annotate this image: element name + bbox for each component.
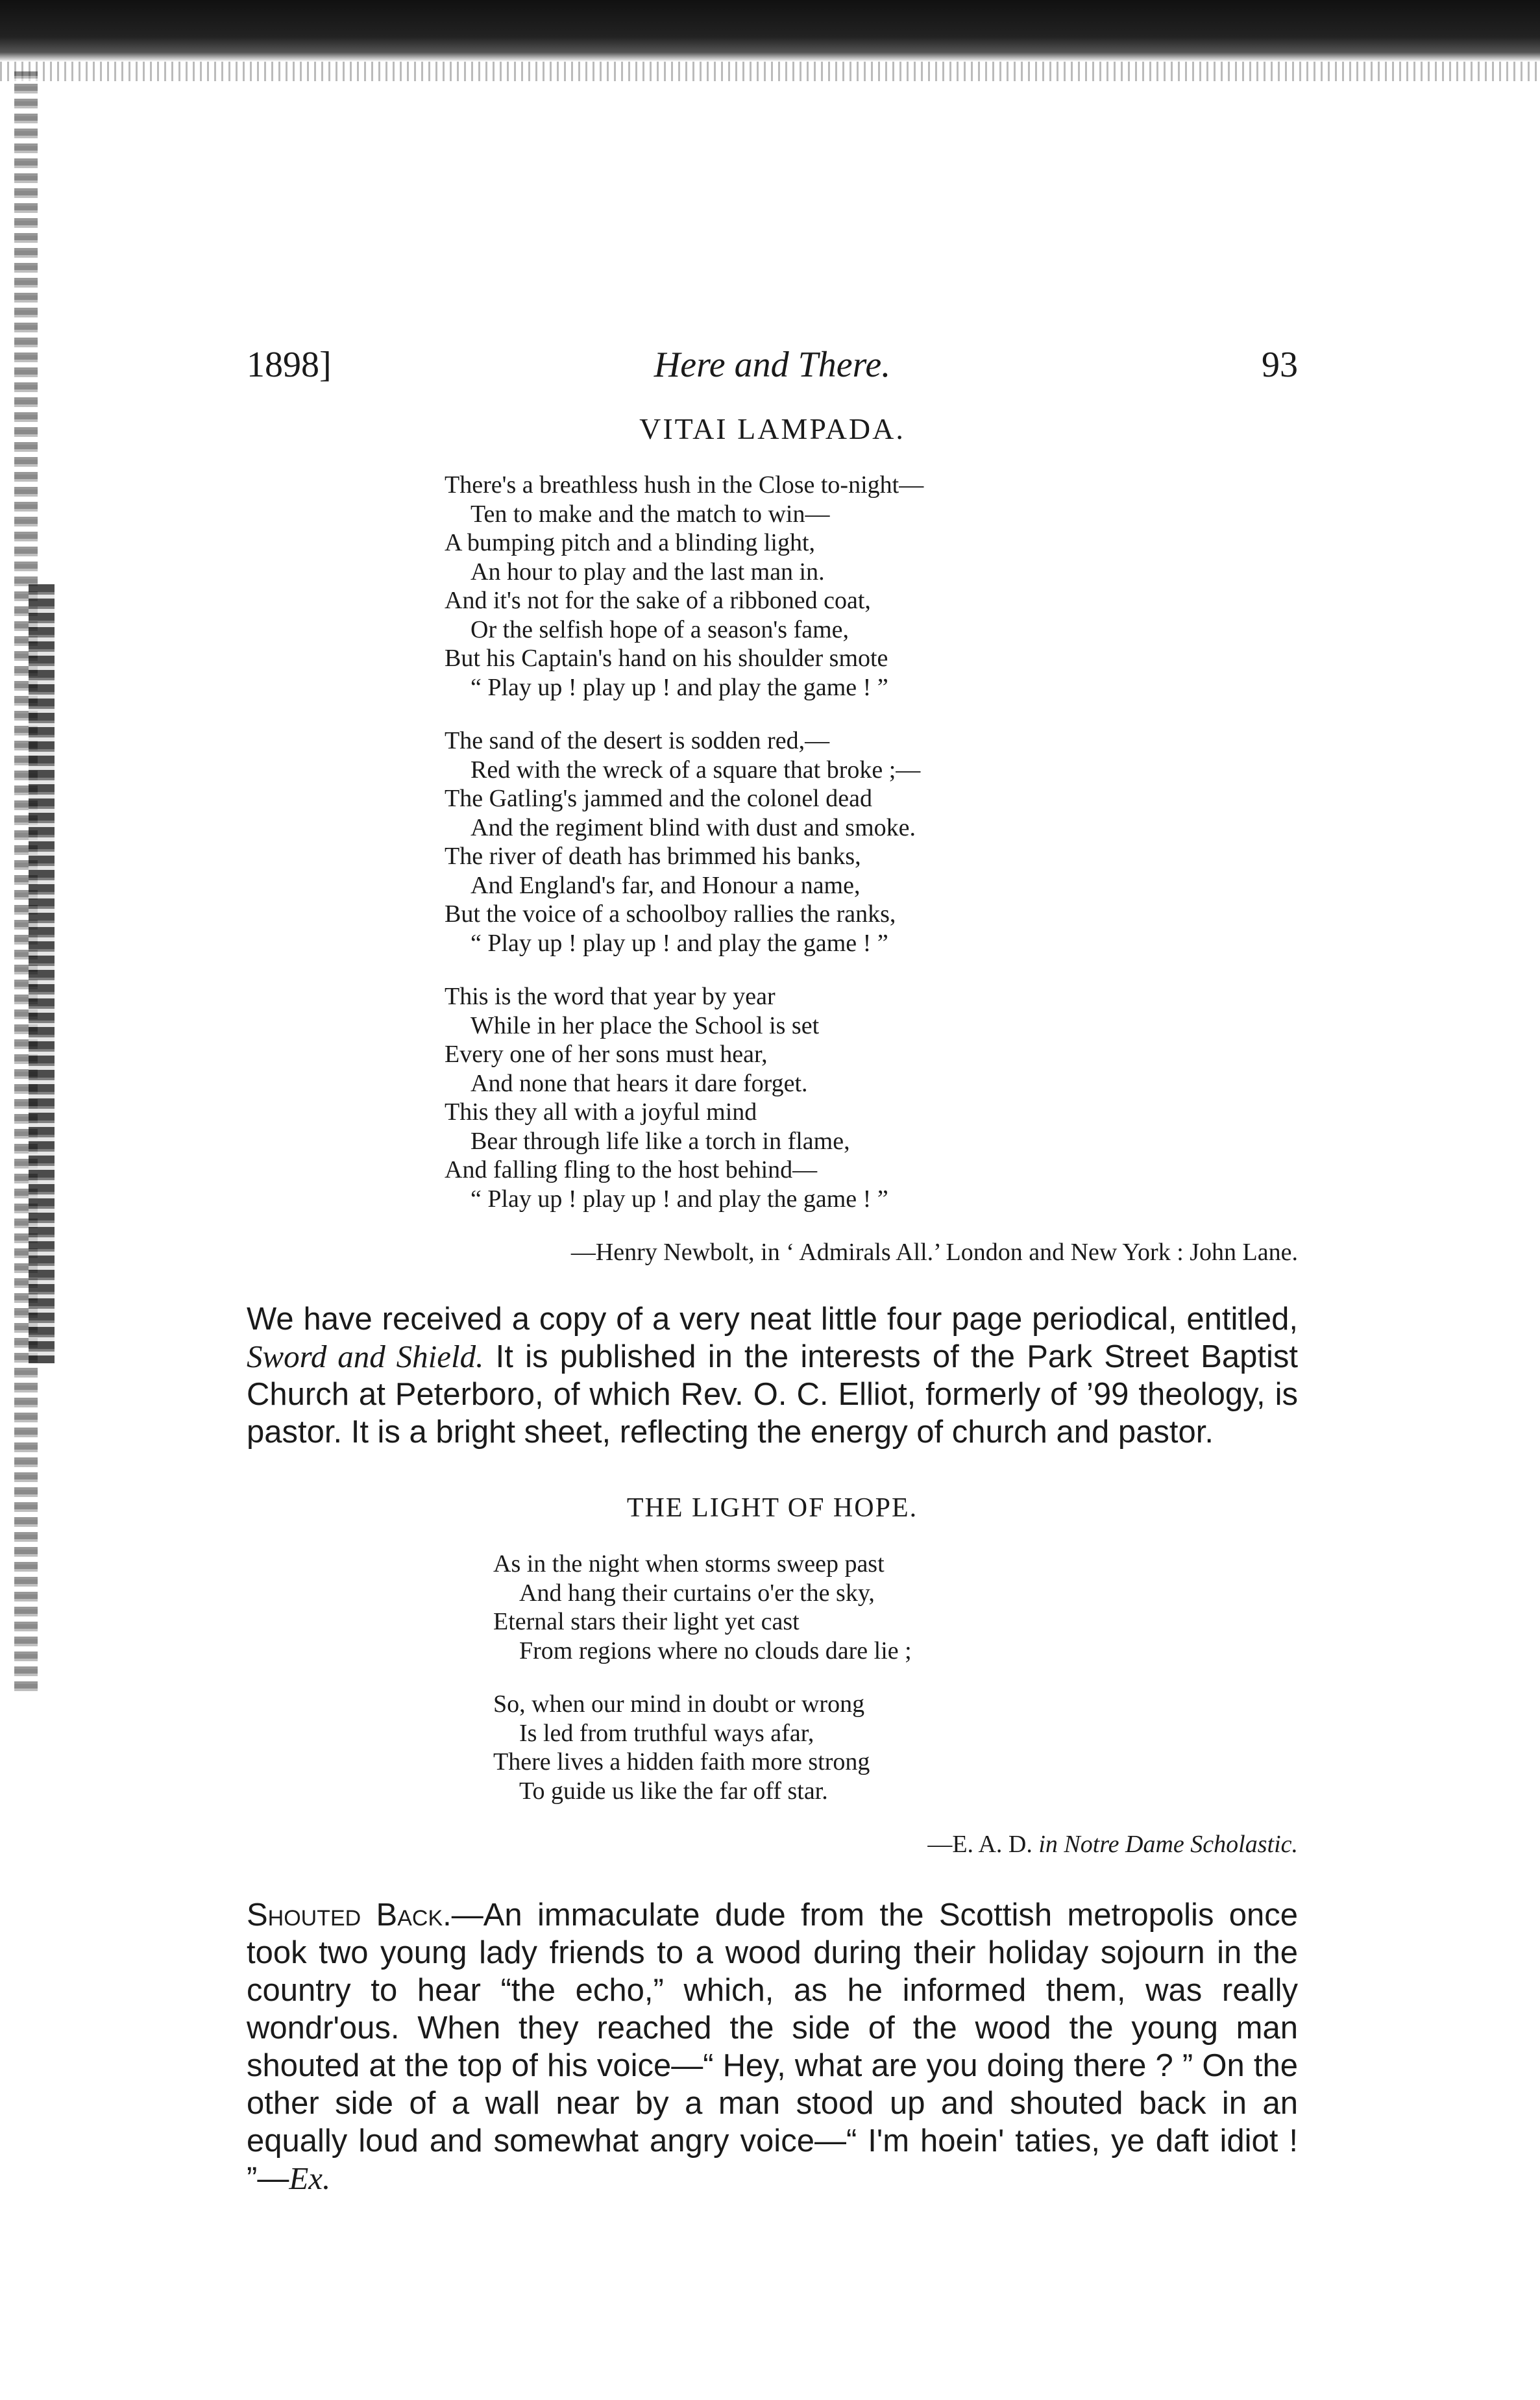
paragraph-text: It is published in the interests of the Park Street Baptist Church at Peterboro, of which Rev. O. C. Elliot, formerly of ’99 theology, is pastor. It is a bright sheet, reflecting the energy of church and pastor. [247, 1339, 1298, 1450]
poem-line: There's a breathless hush in the Close to-night— [445, 471, 924, 499]
poem-line: While in her place the School is set [471, 1011, 820, 1039]
poem-attribution [247, 1830, 1298, 1859]
poem-line: To guide us like the far off star. [519, 1777, 828, 1805]
poem-stanza [445, 726, 1298, 958]
poem-line: And hang their curtains o'er the sky, [519, 1579, 875, 1607]
document-page [247, 344, 1298, 2239]
poem-line: So, when our mind in doubt or wrong [493, 1690, 865, 1718]
poem-line: And England's far, and Honour a name, [471, 871, 861, 899]
poem-line: “ Play up ! play up ! and play the game ! ” [471, 1185, 888, 1213]
poem-line: But his Captain's hand on his shoulder smote [445, 645, 888, 672]
poem-attribution: —Henry Newbolt, in ‘ Admirals All.’ London and New York : John Lane. [570, 1239, 1298, 1266]
paragraph-shouted-back [247, 1896, 1298, 2197]
poem-line: “ Play up ! play up ! and play the game ! ” [471, 673, 888, 701]
poem-line: An hour to play and the last man in. [471, 558, 825, 586]
running-head [247, 344, 1298, 402]
poem-line: Every one of her sons must hear, [445, 1041, 768, 1068]
paragraph-heading: Shouted Back. [247, 1898, 452, 1933]
poem-line: This is the word that year by year [445, 983, 776, 1010]
periodical-title: Sword and Shield. [247, 1339, 484, 1374]
poem-line: Eternal stars their light yet cast [493, 1608, 800, 1635]
poem-line: There lives a hidden faith more strong [493, 1748, 870, 1775]
poem-line: Is led from truthful ways afar, [519, 1719, 814, 1747]
poem-line: And it's not for the sake of a ribboned coat, [445, 587, 871, 614]
paragraph-text: We have received a copy of a very neat little four page periodical, entitled, [247, 1302, 1298, 1337]
running-head-year: 1898] [247, 345, 332, 385]
poem-line: “ Play up ! play up ! and play the game ! ” [471, 929, 888, 957]
running-head-title: Here and There. [654, 345, 891, 385]
poem-line: But the voice of a schoolboy rallies the ranks, [445, 900, 896, 928]
poem-line: The Gatling's jammed and the colonel dead [445, 785, 872, 812]
poem-title-vitai-lampada: VITAI LAMPADA. [639, 412, 905, 445]
poem-line: The river of death has brimmed his banks, [445, 843, 861, 870]
page-number: 93 [1262, 345, 1298, 385]
poem-title-light-of-hope: THE LIGHT OF HOPE. [626, 1493, 918, 1523]
poem-line: This they all with a joyful mind [445, 1098, 757, 1126]
poem-line: As in the night when storms sweep past [493, 1550, 885, 1577]
attribution-author: —E. A. D. [927, 1831, 1039, 1858]
poem-line: The sand of the desert is sodden red,— [445, 727, 830, 754]
poem-stanza [493, 1690, 1298, 1805]
poem-line: Red with the wreck of a square that broke ;— [471, 756, 921, 784]
poem-stanza [445, 471, 1298, 702]
paragraph-text: —An immaculate dude from the Scottish metropolis once took two young lady friends to a wood during their holiday sojourn in the country to hear “the echo,” which, as he informed them, was really wondr'ous. When they reached the side of the wood the young man shouted at the top of his voice—“ Hey, what are you doing there ? ” On the other side of a wall near by a man stood up and shouted back in an equally loud and somewhat angry voice—“ I'm hoein' taties, ye daft idiot ! ”— [247, 1898, 1298, 2196]
poem-stanza [493, 1550, 1298, 1665]
poem-line: Or the selfish hope of a season's fame, [471, 615, 849, 643]
poem-line: And none that hears it dare forget. [471, 1069, 808, 1097]
poem-line: A bumping pitch and a blinding light, [445, 529, 816, 556]
paragraph-sword-and-shield [247, 1300, 1298, 1451]
poem-line: Bear through life like a torch in flame, [471, 1127, 850, 1155]
scan-noise [0, 62, 1540, 81]
poem-line: And falling fling to the host behind— [445, 1156, 818, 1183]
scan-border-left-dark [29, 584, 55, 1363]
poem-stanza [445, 982, 1298, 1213]
scan-border-top [0, 0, 1540, 62]
poem-line: And the regiment blind with dust and smoke. [471, 813, 916, 841]
attribution-source: in Notre Dame Scholastic. [1038, 1831, 1298, 1858]
paragraph-source: Ex. [289, 2160, 331, 2196]
poem-line: Ten to make and the match to win— [471, 500, 830, 528]
poem-line: From regions where no clouds dare lie ; [519, 1637, 912, 1664]
